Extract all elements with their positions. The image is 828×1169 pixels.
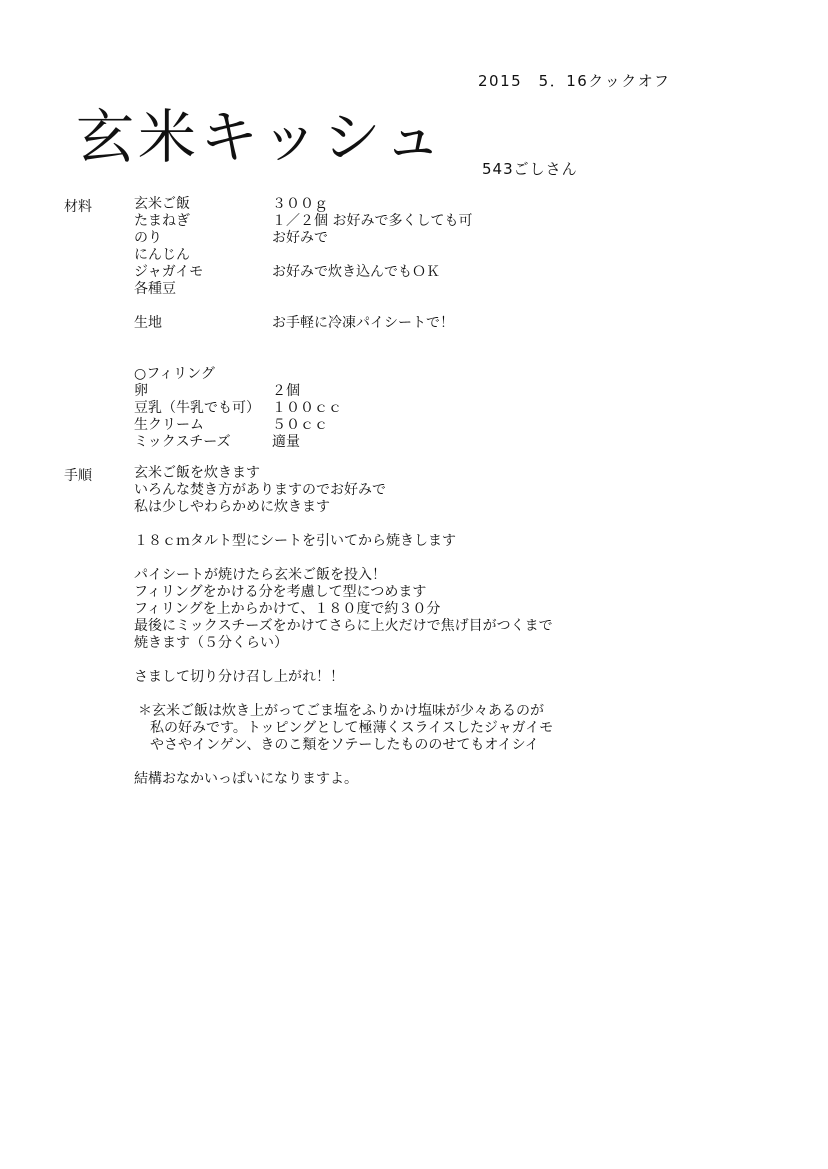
filling-row: [134, 400, 694, 417]
filling-row: [134, 434, 694, 451]
ingredient-row: [134, 264, 694, 281]
filling-row: [134, 417, 694, 434]
ingredient-row: [134, 281, 694, 298]
step-line: 私は少しやわらかめに炊きます: [134, 499, 330, 515]
ingredient-row: [134, 247, 694, 264]
steps-label: 手順: [64, 468, 92, 484]
ingredients-label: 材料: [64, 199, 92, 215]
step-line: 最後にミックスチーズをかけてさらに上火だけで焦げ目がつくまで: [134, 618, 553, 634]
spacer: [134, 652, 734, 669]
ingredient-name: 玄米ご飯: [134, 196, 190, 212]
filling-name: 豆乳（牛乳でも可）: [134, 400, 260, 416]
ingredient-row: [134, 230, 694, 247]
note-line: やさやインゲン、きのこ類をソテーしたもののせてもオイシイ: [150, 737, 539, 753]
steps-list: [134, 465, 734, 788]
filling-heading-text: ○フィリング: [134, 366, 215, 382]
note-line: 私の好みです。トッピングとして極薄くスライスしたジャガイモ: [150, 720, 554, 736]
dough-name: 生地: [134, 315, 162, 331]
ingredients-list: [134, 196, 694, 451]
ingredient-name: にんじん: [134, 247, 190, 263]
spacer: [134, 298, 694, 315]
step-line: 焼きます（５分くらい）: [134, 635, 288, 651]
ingredient-row: [134, 213, 694, 230]
ingredient-name: ジャガイモ: [134, 264, 204, 280]
step-line: フィリングを上からかけて、１８０度で約３０分: [134, 601, 441, 617]
note-line: ＊玄米ご飯は炊き上がってごま塩をふりかけ塩味が少々あるのが: [138, 703, 544, 719]
ingredient-qty: お好みで: [272, 230, 328, 246]
filling-row: [134, 383, 694, 400]
filling-name: 生クリーム: [134, 417, 204, 433]
ingredient-qty: ３００ｇ: [272, 196, 328, 212]
filling-qty: 適量: [272, 434, 300, 450]
step-line: さまして切り分け召し上がれ！！: [134, 669, 344, 685]
dough-qty: お手軽に冷凍パイシートで！: [272, 315, 454, 331]
filling-name: ミックスチーズ: [134, 434, 231, 450]
ingredient-qty: お好みで炊き込んでもＯＫ: [272, 264, 440, 280]
dough-row: [134, 315, 694, 332]
step-line: パイシートが焼けたら玄米ご飯を投入！: [134, 567, 386, 583]
filling-heading: [134, 366, 694, 383]
ingredient-name: 各種豆: [134, 281, 176, 297]
step-line: 玄米ご飯を炊きます: [134, 465, 260, 481]
ingredient-name: のり: [134, 230, 162, 246]
closing-line: 結構おなかいっぱいになりますよ。: [134, 771, 358, 787]
spacer: [134, 516, 734, 533]
spacer: [134, 332, 694, 366]
spacer: [134, 754, 734, 771]
step-line: いろんな焚き方がありますのでお好みで: [134, 482, 386, 498]
ingredient-qty: １／２個 お好みで多くしても可: [272, 213, 473, 229]
ingredient-row: [134, 196, 694, 213]
filling-qty: ５０ｃｃ: [272, 417, 328, 433]
event-date: 2015 5．16クックオフ: [478, 72, 671, 90]
recipe-author: 543ごしさん: [482, 160, 578, 178]
step-line: フィリングをかける分を考慮して型につめます: [134, 584, 427, 600]
recipe-title: 玄米キッシュ: [76, 103, 446, 171]
ingredient-name: たまねぎ: [134, 213, 190, 229]
spacer: [134, 550, 734, 567]
spacer: [134, 686, 734, 703]
filling-name: 卵: [134, 383, 148, 399]
step-line: １８ｃｍタルト型にシートを引いてから焼きします: [134, 533, 456, 549]
filling-qty: ２個: [272, 383, 300, 399]
filling-qty: １００ｃｃ: [272, 400, 342, 416]
